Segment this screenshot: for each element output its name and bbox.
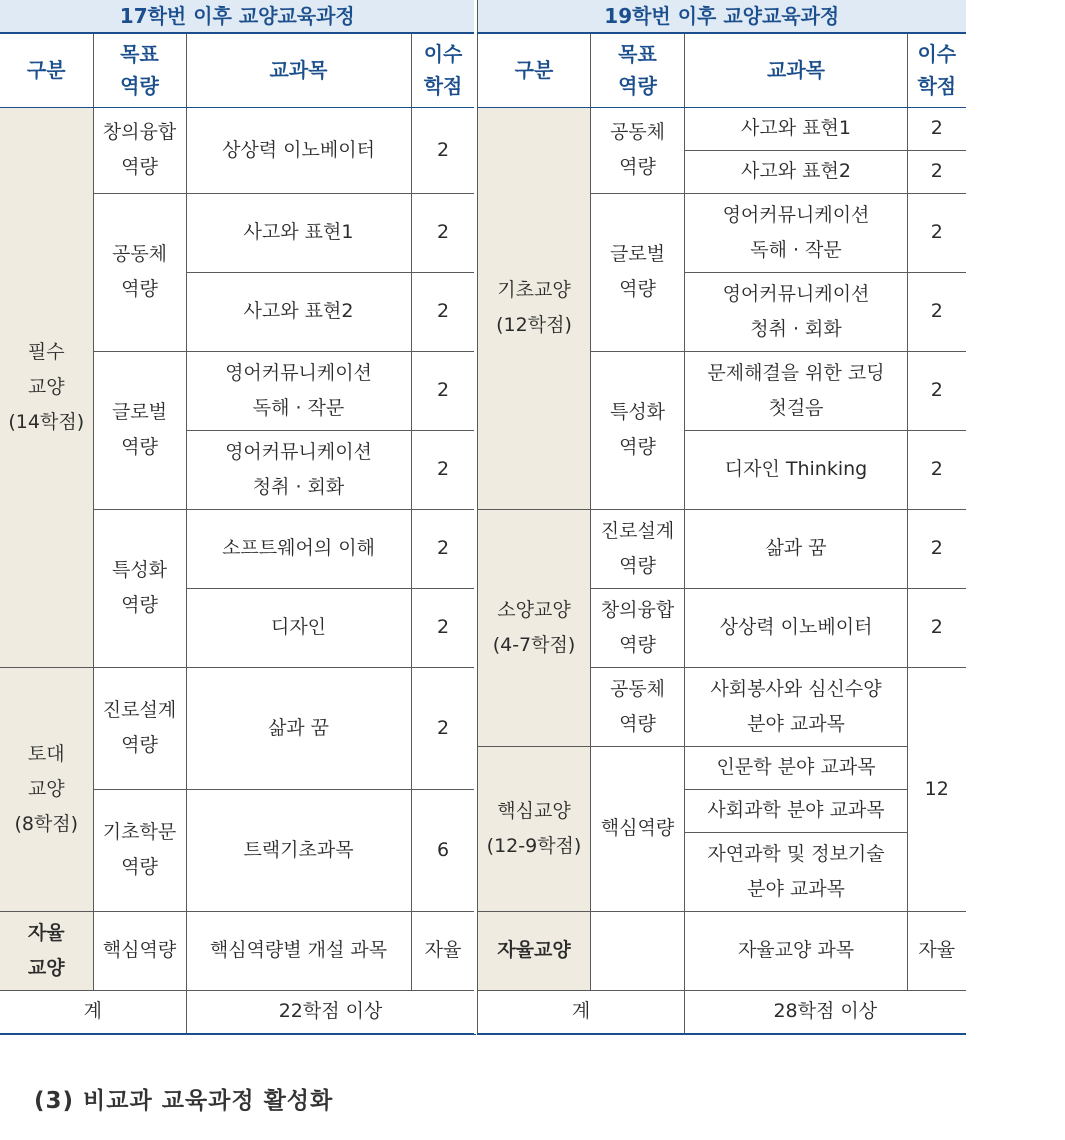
course-cell: 디자인 [186,588,411,667]
course-cell: 삶과 꿈 [186,667,411,789]
category-liberal: 소양교양 (4-7학점) [478,509,591,746]
header-course: 교과목 [186,33,411,107]
competency-cell-empty [591,911,685,990]
credit-cell: 6 [411,789,475,911]
competency-cell: 공동체 역량 [591,667,685,746]
credit-cell: 자율 [411,911,475,990]
competency-cell: 글로벌 역량 [591,193,685,351]
competency-cell: 특성화 역량 [591,351,685,509]
competency-cell: 진로설계 역량 [93,667,186,789]
competency-cell: 창의융합 역량 [93,107,186,193]
course-cell: 사고와 표현2 [685,150,908,193]
competency-cell: 진로설계 역량 [591,509,685,588]
credit-cell: 2 [908,150,966,193]
category-core: 핵심교양 (12-9학점) [478,746,591,911]
credit-cell: 2 [908,509,966,588]
credit-cell: 2 [411,107,475,193]
course-cell: 사고와 표현1 [186,193,411,272]
credit-cell: 2 [908,430,966,509]
competency-cell: 핵심역량 [93,911,186,990]
competency-cell: 핵심역량 [591,746,685,911]
credit-cell: 2 [908,272,966,351]
category-basic: 기초교양 (12학점) [478,107,591,509]
credit-cell: 2 [411,351,475,430]
category-essential: 필수 교양 (14학점) [0,107,93,667]
course-cell: 영어커뮤니케이션 청취 · 회화 [186,430,411,509]
credit-cell: 2 [411,193,475,272]
credit-cell: 2 [411,430,475,509]
competency-cell: 창의융합 역량 [591,588,685,667]
course-cell: 사회과학 분야 교과목 [685,789,908,832]
category-foundation: 토대 교양 (8학점) [0,667,93,911]
curriculum-table-2017 [0,0,476,1035]
total-value: 22학점 이상 [186,990,475,1034]
course-cell: 사고와 표현2 [186,272,411,351]
table-title: 17학번 이후 교양교육과정 [0,0,475,33]
credit-cell: 2 [908,107,966,150]
header-course: 교과목 [685,33,908,107]
course-cell: 영어커뮤니케이션 청취 · 회화 [685,272,908,351]
header-credit: 이수 학점 [411,33,475,107]
course-cell: 삶과 꿈 [685,509,908,588]
course-cell: 사고와 표현1 [685,107,908,150]
course-cell: 상상력 이노베이터 [685,588,908,667]
core-credit-cell: 12 [908,667,966,911]
competency-cell: 기초학문 역량 [93,789,186,911]
course-cell: 사회봉사와 심신수양 분야 교과목 [685,667,908,746]
course-cell: 소프트웨어의 이해 [186,509,411,588]
competency-cell: 글로벌 역량 [93,351,186,509]
curriculum-table-2019 [477,0,966,1035]
credit-cell: 2 [411,272,475,351]
header-category: 구분 [0,33,93,107]
course-cell: 영어커뮤니케이션 독해 · 작문 [186,351,411,430]
credit-cell: 2 [908,588,966,667]
category-autonomous: 자율교양 [478,911,591,990]
course-cell: 자율교양 과목 [685,911,908,990]
credit-cell: 자율 [908,911,966,990]
course-cell: 자연과학 및 정보기술 분야 교과목 [685,832,908,911]
credit-cell: 2 [908,351,966,430]
course-cell: 디자인 Thinking [685,430,908,509]
table-title: 19학번 이후 교양교육과정 [478,0,966,33]
credit-cell: 2 [411,667,475,789]
course-cell: 문제해결을 위한 코딩 첫걸음 [685,351,908,430]
course-cell: 트랙기초과목 [186,789,411,911]
header-category: 구분 [478,33,591,107]
category-autonomous: 자율 교양 [0,911,93,990]
course-cell: 영어커뮤니케이션 독해 · 작문 [685,193,908,272]
competency-cell: 공동체 역량 [93,193,186,351]
course-cell: 인문학 분야 교과목 [685,746,908,789]
credit-cell: 2 [411,588,475,667]
header-competency: 목표 역량 [93,33,186,107]
header-credit: 이수 학점 [908,33,966,107]
competency-cell: 공동체 역량 [591,107,685,193]
course-cell: 상상력 이노베이터 [186,107,411,193]
header-competency: 목표 역량 [591,33,685,107]
section-heading: (3) 비교과 교육과정 활성화 [34,1088,334,1114]
total-value: 28학점 이상 [685,990,966,1034]
competency-cell: 특성화 역량 [93,509,186,667]
credit-cell: 2 [411,509,475,588]
total-label: 계 [0,990,186,1034]
total-label: 계 [478,990,685,1034]
course-cell: 핵심역량별 개설 과목 [186,911,411,990]
credit-cell: 2 [908,193,966,272]
